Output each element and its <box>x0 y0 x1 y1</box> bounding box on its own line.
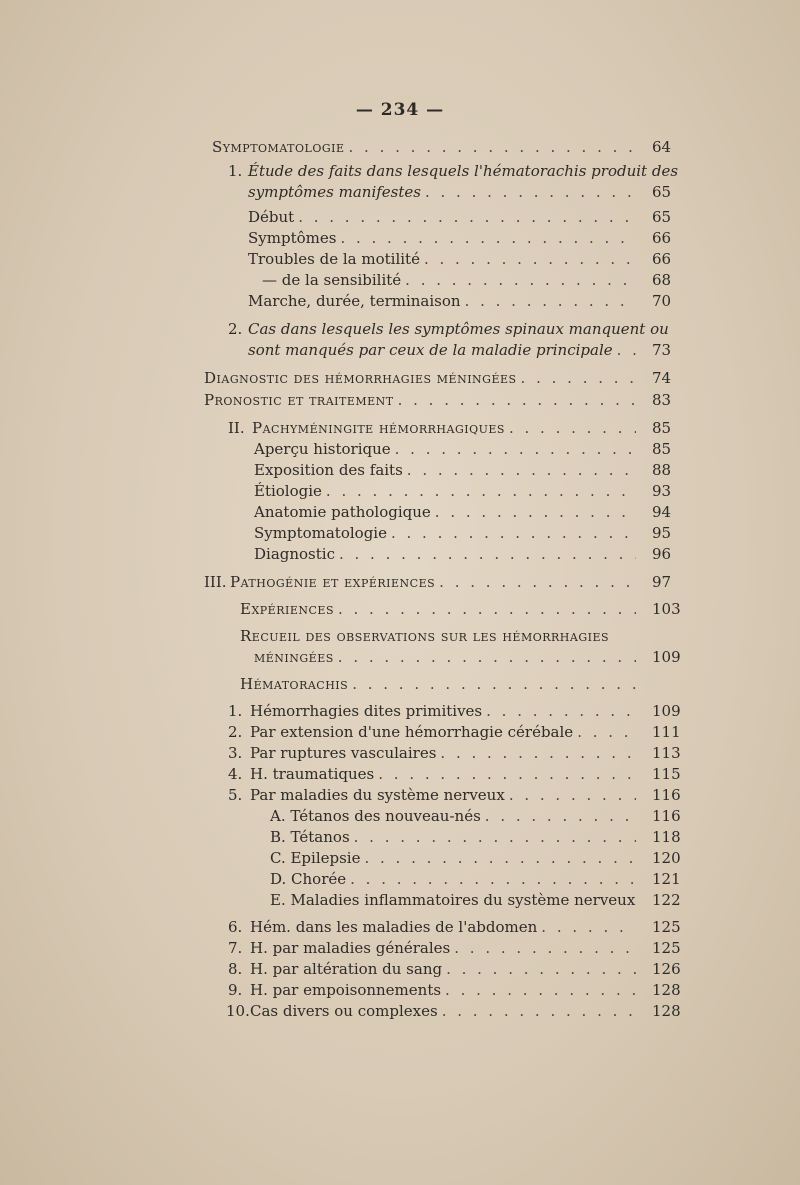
toc-entry-label: Pachyméningite hémorrhagiques <box>252 419 505 437</box>
toc-entry-label: Diagnostic des hémorrhagies méningées <box>204 369 517 387</box>
dot-leader <box>338 599 636 619</box>
toc-entry-label: Étude des faits dans lesquels l'hématorachis produit des <box>248 162 679 180</box>
toc-entry-label: méningées <box>254 648 334 666</box>
toc-entry-page: 66 <box>652 250 672 268</box>
toc-entry <box>204 390 672 410</box>
toc-entry-label: Symptomatologie <box>254 524 387 542</box>
toc-entry <box>240 674 640 694</box>
dot-leader <box>435 502 636 522</box>
toc-entry <box>248 291 672 311</box>
toc-entry-label: H. par empoisonnements <box>250 981 442 999</box>
toc-entry <box>226 1001 681 1021</box>
toc-entry-number: 7. <box>228 939 243 957</box>
toc-entry-label: Exposition des faits <box>254 461 403 479</box>
toc-entry-label: Hémorrhagies dites primitives <box>250 702 483 720</box>
toc-entry-page: 97 <box>652 573 672 591</box>
toc-entry-label: B. Tétanos <box>270 828 350 846</box>
dot-leader <box>349 137 636 157</box>
toc-entry-page: 85 <box>652 419 672 437</box>
dot-leader <box>509 418 636 438</box>
toc-entry <box>248 182 672 202</box>
dot-leader <box>391 523 636 543</box>
page-number: — 234 — <box>355 100 445 120</box>
toc-entry <box>254 544 672 564</box>
toc-entry-page: 83 <box>652 391 672 409</box>
toc-entry-page: 121 <box>652 870 681 888</box>
toc-entry <box>228 701 681 721</box>
toc-entry-page: 113 <box>652 744 681 762</box>
toc-entry <box>270 827 681 847</box>
dot-leader <box>446 959 636 979</box>
dot-leader <box>442 1001 636 1021</box>
toc-entry-label: Troubles de la motilité <box>248 250 420 268</box>
dot-leader <box>298 207 636 227</box>
toc-entry-number: 6. <box>228 918 243 936</box>
toc-entry-number: 10. <box>226 1002 250 1020</box>
toc-entry <box>248 228 672 248</box>
dot-leader <box>405 270 636 290</box>
toc-entry-page: 111 <box>652 723 681 741</box>
dot-leader <box>425 182 636 202</box>
dot-leader <box>541 917 636 937</box>
toc-entry-label: Pathogénie et expériences <box>230 573 436 591</box>
toc-entry-page: 65 <box>652 183 672 201</box>
toc-entry <box>228 319 690 339</box>
toc-entry <box>228 785 681 805</box>
toc-entry-number: 3. <box>228 744 243 762</box>
toc-entry-page: 103 <box>652 600 681 618</box>
toc-entry-label: Diagnostic <box>254 545 335 563</box>
toc-entry-label: D. Chorée <box>270 870 347 888</box>
dot-leader <box>486 701 636 721</box>
toc-entry-label: — de la sensibilité <box>262 271 402 289</box>
toc-entry-number: 1. <box>228 162 243 180</box>
dot-leader <box>407 460 636 480</box>
toc-entry <box>270 806 681 826</box>
dot-leader <box>338 647 636 667</box>
toc-entry-number: 1. <box>228 702 243 720</box>
toc-entry-number: 8. <box>228 960 243 978</box>
toc-entry <box>228 161 690 181</box>
toc-entry <box>204 368 672 388</box>
toc-entry <box>240 626 690 646</box>
toc-entry <box>254 460 672 480</box>
toc-entry-number: 2. <box>228 320 243 338</box>
toc-entry-label: Expériences <box>240 600 334 618</box>
toc-entry-label: Cas dans lesquels les symptômes spinaux manquent ou <box>248 320 669 338</box>
toc-entry-number: 5. <box>228 786 243 804</box>
dot-leader <box>395 439 636 459</box>
toc-entry <box>270 848 681 868</box>
toc-entry <box>254 502 672 522</box>
dot-leader <box>424 249 636 269</box>
toc-entry-page: 120 <box>652 849 681 867</box>
toc-entry-page: 118 <box>652 828 681 846</box>
toc-entry <box>228 917 681 937</box>
toc-entry <box>254 523 672 543</box>
dot-leader <box>340 228 636 248</box>
dot-leader <box>354 827 636 847</box>
dot-leader <box>378 764 636 784</box>
toc-entry-label: C. Epilepsie <box>270 849 361 867</box>
toc-entry-label: Début <box>248 208 295 226</box>
toc-entry-page: 64 <box>652 138 672 156</box>
dot-leader <box>465 291 636 311</box>
toc-entry-page: 126 <box>652 960 681 978</box>
toc-entry-label: Cas divers ou complexes <box>250 1002 438 1020</box>
toc-entry-label: Par maladies du système nerveux <box>250 786 505 804</box>
toc-entry <box>254 647 681 667</box>
toc-entry-label: Étiologie <box>254 482 322 500</box>
toc-entry-label: Recueil des observations sur les hémorrhagies <box>240 627 610 645</box>
dot-leader <box>521 368 636 388</box>
toc-entry <box>254 439 672 459</box>
toc-entry-page: 73 <box>652 341 672 359</box>
toc-entry-page: 66 <box>652 229 672 247</box>
toc-entry <box>248 249 672 269</box>
toc-entry-label: Symptomatologie <box>212 138 345 156</box>
toc-entry <box>270 890 681 910</box>
toc-entry-page: 68 <box>652 271 672 289</box>
toc-entry <box>270 869 681 889</box>
dot-leader <box>617 340 636 360</box>
toc-entry <box>228 743 681 763</box>
dot-leader <box>509 785 636 805</box>
dot-leader <box>339 544 636 564</box>
toc-entry-label: E. Maladies inflammatoires du système nerveux <box>270 891 636 909</box>
dot-leader <box>326 481 636 501</box>
toc-entry-page: 96 <box>652 545 672 563</box>
toc-entry-label: sont manqués par ceux de la maladie principale <box>248 341 613 359</box>
toc-entry <box>262 270 672 290</box>
toc-entry-label: A. Tétanos des nouveau-nés <box>270 807 481 825</box>
toc-entry-page: 128 <box>652 1002 681 1020</box>
toc-entry-number: III. <box>204 573 227 591</box>
toc-entry-page: 122 <box>652 891 681 909</box>
toc-entry-page: 65 <box>652 208 672 226</box>
toc-entry-page: 70 <box>652 292 672 310</box>
toc-entry-page: 85 <box>652 440 672 458</box>
toc-entry-label: Marche, durée, terminaison <box>248 292 461 310</box>
toc-entry-label: H. par altération du sang <box>250 960 443 978</box>
dot-leader <box>439 572 636 592</box>
toc-entry-page: 94 <box>652 503 672 521</box>
toc-entry-page: 125 <box>652 918 681 936</box>
toc-entry-number: 4. <box>228 765 243 783</box>
toc-entry-number: 9. <box>228 981 243 999</box>
dot-leader <box>352 674 636 694</box>
toc-entry-number: II. <box>228 419 245 437</box>
toc-entry <box>248 207 672 227</box>
toc-entry <box>228 418 672 438</box>
toc-entry <box>228 959 681 979</box>
toc-entry-page: 128 <box>652 981 681 999</box>
toc-entry <box>212 137 672 157</box>
toc-entry-label: Symptômes <box>248 229 337 247</box>
toc-entry <box>228 980 681 1000</box>
toc-entry-page: 116 <box>652 807 681 825</box>
dot-leader <box>485 806 636 826</box>
toc-entry-label: Par extension d'une hémorrhagie cérébale <box>250 723 574 741</box>
dot-leader <box>350 869 636 889</box>
toc-entry-page: 116 <box>652 786 681 804</box>
toc-entry-label: H. par maladies générales <box>250 939 451 957</box>
toc-entry-label: Aperçu historique <box>254 440 391 458</box>
toc-entry <box>248 340 672 360</box>
toc-entry <box>228 722 681 742</box>
dot-leader <box>577 722 636 742</box>
toc-entry-number: 2. <box>228 723 243 741</box>
toc-entry-label: symptômes manifestes <box>248 183 421 201</box>
toc-entry <box>254 481 672 501</box>
toc-entry-page: 95 <box>652 524 672 542</box>
toc-entry <box>228 764 681 784</box>
toc-entry <box>228 938 681 958</box>
toc-entry-label: Hématorachis <box>240 675 349 693</box>
toc-entry-page: 125 <box>652 939 681 957</box>
toc-entry-page: 74 <box>652 369 672 387</box>
toc-entry-page: 93 <box>652 482 672 500</box>
dot-leader <box>440 743 636 763</box>
toc-entry-label: Par ruptures vasculaires <box>250 744 437 762</box>
toc-entry-label: Pronostic et traitement <box>204 391 394 409</box>
dot-leader <box>454 938 636 958</box>
toc-entry-page: 88 <box>652 461 672 479</box>
dot-leader <box>398 390 636 410</box>
dot-leader <box>445 980 636 1000</box>
toc-entry <box>204 572 672 592</box>
toc-entry-page: 109 <box>652 702 681 720</box>
toc-entry-label: H. traumatiques <box>250 765 375 783</box>
toc-entry-page: 109 <box>652 648 681 666</box>
dot-leader <box>364 848 636 868</box>
toc-entry <box>240 599 681 619</box>
toc-entry-page: 115 <box>652 765 681 783</box>
toc-entry-label: Hém. dans les maladies de l'abdomen <box>250 918 538 936</box>
toc-entry-label: Anatomie pathologique <box>254 503 431 521</box>
